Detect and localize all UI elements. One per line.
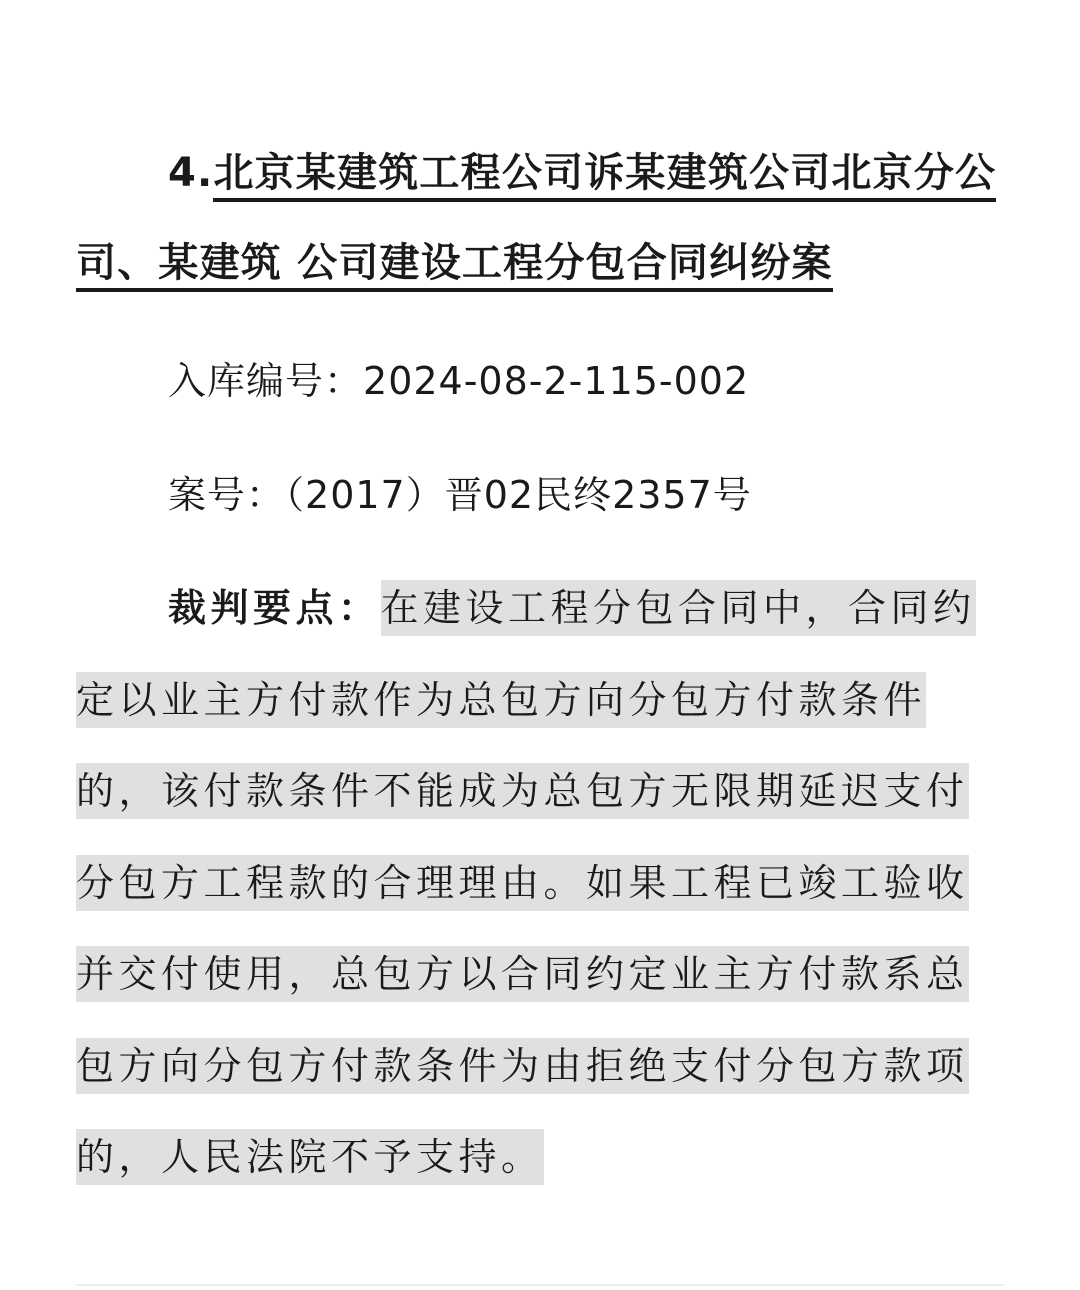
case-title (76, 128, 1004, 308)
holding-label: 裁判要点： (168, 586, 381, 630)
holding-text-highlighted[interactable]: 在建设工程分包合同中，合同约定以业主方付款作为总包方向分包方付款条件的，该付款条件不能成为总包方无限期延迟支付分包方工程款的合理理由。如果工程已竣工验收并交付使用，总包方以合同约定业主方付款系总包方向分包方付款条件为由拒绝支付分包方款项的，人民法院不予支持。 (76, 580, 976, 1185)
entry-number-line (168, 350, 749, 405)
entry-number-label: 入库编号： (168, 359, 364, 403)
case-title-text: 北京某建筑工程公司诉某建筑公司北京分公司、某建筑 公司建设工程分包合同纠纷案 (76, 150, 996, 292)
case-number-value: （2017）晋02民终2357号 (285, 473, 752, 517)
case-number: 4. (168, 150, 214, 196)
bottom-divider (76, 1284, 1004, 1286)
holding-paragraph (76, 563, 1004, 1204)
case-number-label: 案号： (168, 473, 286, 517)
entry-number-value: 2024-08-2-115-002 (363, 359, 750, 403)
case-number-line (168, 464, 752, 519)
